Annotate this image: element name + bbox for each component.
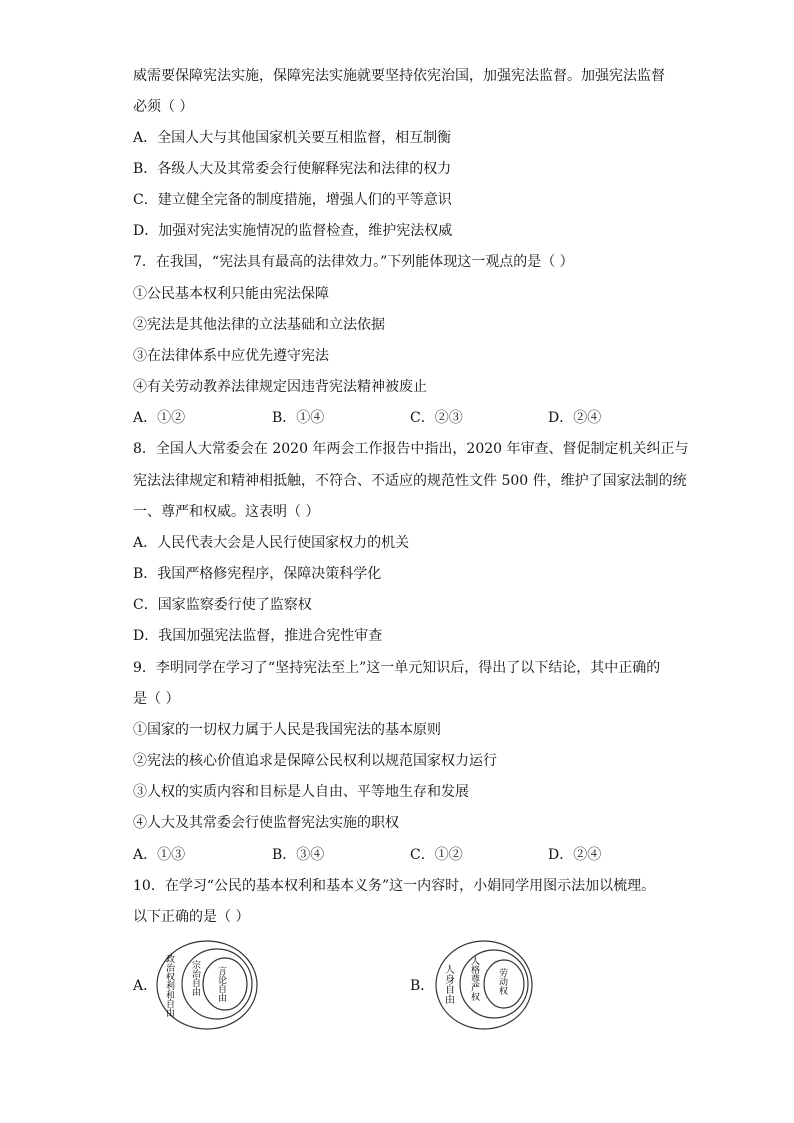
q6-option-a[interactable]: A．全国人大与其他国家机关要互相监督，相互制衡 — [133, 130, 452, 146]
q9-choice-d[interactable]: D．②④ — [548, 847, 602, 863]
q9-item-2: ②宪法的核心价值追求是保障公民权利以规范国家权力运行 — [133, 753, 497, 769]
diagram-b-inner-text: 劳动权 — [497, 968, 507, 995]
q6-stem-line2: 必须（ ） — [133, 99, 194, 115]
q6-option-d[interactable]: D．加强对宪法实施情况的监督检查，维护宪法权威 — [133, 223, 453, 239]
diagram-b-middle-text: 人格尊严权 — [469, 956, 479, 1001]
q7-stem: 7．在我国，“宪法具有最高的法律效力。”下列能体现这一观点的是（ ） — [133, 254, 574, 270]
q9-choice-b[interactable]: B．③④ — [272, 847, 325, 863]
q8-stem-line2: 宪法法律规定和精神相抵触，不符合、不适应的规范性文件 500 件，维护了国家法制的统 — [133, 473, 687, 489]
q10-diagram-b[interactable] — [432, 940, 537, 1030]
q8-option-d[interactable]: D．我国加强宪法监督，推进合宪性审查 — [133, 628, 383, 644]
q8-option-b[interactable]: B．我国严格修宪程序，保障决策科学化 — [133, 566, 382, 582]
q10-option-b-label[interactable]: B． — [410, 978, 435, 994]
diagram-a-inner-text: 言论自由 — [216, 966, 226, 1002]
q7-item-4: ④有关劳动教养法律规定因违背宪法精神被废止 — [133, 379, 427, 395]
q7-choices — [133, 408, 693, 428]
diagram-b-outer-text: 人身自由 — [442, 964, 454, 1004]
q8-stem-line3: 一、尊严和权威。这表明（ ） — [133, 504, 320, 520]
q7-item-3: ③在法律体系中应优先遵守宪法 — [133, 348, 329, 364]
q10-diagram-a[interactable] — [155, 940, 260, 1030]
diagram-a-outer-text: 政治权利和自由 — [164, 954, 174, 1017]
q9-choice-c[interactable]: C．①② — [410, 847, 463, 863]
q9-choice-a[interactable]: A．①③ — [133, 847, 186, 863]
q7-choice-b[interactable]: B．①④ — [272, 410, 325, 426]
q7-item-1: ①公民基本权利只能由宪法保障 — [133, 286, 329, 302]
q8-option-c[interactable]: C．国家监察委行使了监察权 — [133, 597, 312, 613]
q6-option-b[interactable]: B．各级人大及其常委会行使解释宪法和法律的权力 — [133, 161, 452, 177]
q9-stem-line2: 是（ ） — [133, 691, 180, 707]
q7-choice-d[interactable]: D．②④ — [548, 410, 602, 426]
q10-stem-line1: 10．在学习“公民的基本权利和基本义务”这一内容时，小娟同学用图示法加以梳理。 — [133, 878, 656, 894]
q9-item-1: ①国家的一切权力属于人民是我国宪法的基本原则 — [133, 722, 441, 738]
diagram-a-middle-text: 宗治自由 — [190, 960, 200, 996]
q9-stem-line1: 9．李明同学在学习了“坚持宪法至上”这一单元知识后，得出了以下结论，其中正确的 — [133, 660, 661, 676]
q6-stem-line1: 威需要保障宪法实施，保障宪法实施就要坚持依宪治国，加强宪法监督。加强宪法监督 — [133, 68, 665, 84]
q8-option-a[interactable]: A．人民代表大会是人民行使国家权力的机关 — [133, 535, 410, 551]
q8-stem-line1: 8．全国人大常委会在 2020 年两会工作报告中指出，2020 年审查、督促制定机关纠正与 — [133, 441, 689, 457]
q9-item-3: ③人权的实质内容和目标是人自由、平等地生存和发展 — [133, 784, 469, 800]
q7-choice-a[interactable]: A．①② — [133, 410, 186, 426]
q10-option-a-label[interactable]: A． — [133, 978, 158, 994]
q7-item-2: ②宪法是其他法律的立法基础和立法依据 — [133, 317, 385, 333]
q6-option-c[interactable]: C．建立健全完备的制度措施，增强人们的平等意识 — [133, 192, 452, 208]
q9-choices — [133, 845, 693, 865]
q9-item-4: ④人大及其常委会行使监督宪法实施的职权 — [133, 815, 399, 831]
q7-choice-c[interactable]: C．②③ — [410, 410, 463, 426]
q10-stem-line2: 以下正确的是（ ） — [133, 909, 250, 925]
